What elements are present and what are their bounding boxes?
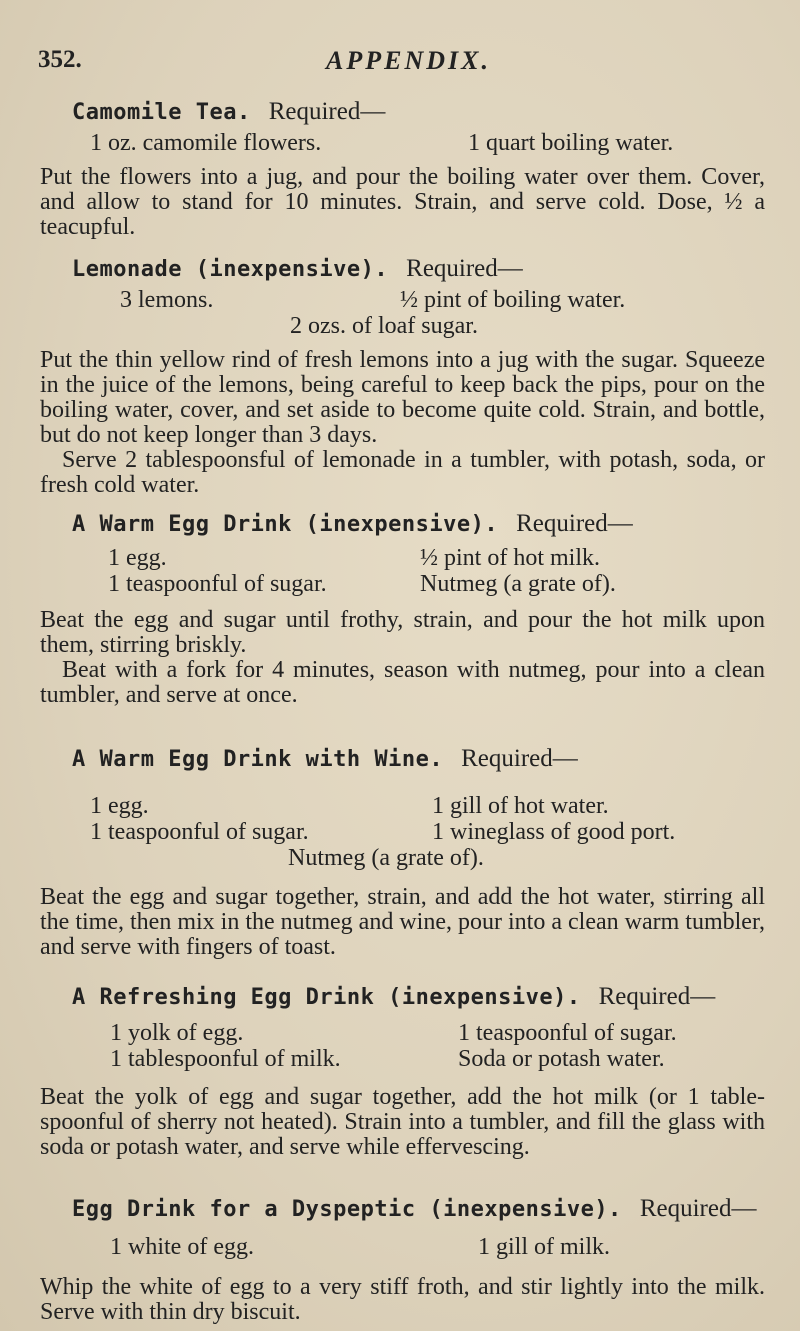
required-label: Required— [268, 98, 386, 125]
required-label: Required— [461, 745, 578, 772]
recipe-method [40, 608, 765, 708]
ingredient: 1 yolk of egg. [110, 1020, 244, 1046]
recipe-method [40, 1275, 765, 1325]
required-label: Required— [516, 510, 633, 537]
method-paragraph: Beat the yolk of egg and sugar together, add the hot milk (or 1 table-spoonful of sherry not heated). Strain into a tumbler, and fill the glass with soda or potash water, and serve while effervescing. [40, 1084, 765, 1160]
ingredient: 1 teaspoonful of sugar. [458, 1020, 677, 1046]
required-label: Required— [406, 255, 523, 282]
recipe-title: A Warm Egg Drink (inexpensive). [72, 512, 499, 537]
ingredient: 1 oz. camomile flowers. [90, 130, 322, 156]
required-label: Required— [598, 983, 716, 1010]
page-header [38, 46, 762, 86]
required-label: Required— [639, 1195, 757, 1222]
recipe-title-line [72, 510, 633, 538]
recipe-title-line [72, 255, 523, 283]
ingredient: 1 gill of milk. [478, 1234, 610, 1260]
ingredient: 1 gill of hot water. [432, 793, 609, 819]
recipe-title-line [72, 1195, 756, 1223]
recipe-method [40, 348, 765, 498]
recipe-title-line [72, 745, 578, 773]
ingredient: ½ pint of boiling water. [400, 287, 626, 313]
method-paragraph: Put the flowers into a jug, and pour the boiling water over them. Cover, and allow to stand for 10 minutes. Strain, and serve cold. Dose, ½ a teacupful. [40, 164, 765, 240]
method-paragraph: Beat the egg and sugar until frothy, strain, and pour the hot milk upon them, stirring briskly. [40, 607, 765, 658]
method-paragraph: Serve 2 tablespoonsful of lemonade in a tumbler, with potash, soda, or fresh cold water. [40, 447, 765, 498]
recipe-title-line [72, 98, 385, 126]
ingredient: 1 teaspoonful of sugar. [108, 571, 327, 597]
ingredient: 1 egg. [108, 545, 167, 571]
ingredient: 1 teaspoonful of sugar. [90, 819, 309, 845]
recipe-title: Camomile Tea. [72, 100, 251, 125]
recipe-title: A Refreshing Egg Drink (inexpensive). [72, 985, 581, 1010]
ingredient: Nutmeg (a grate of). [288, 845, 484, 871]
ingredient: 3 lemons. [120, 287, 214, 313]
page-number: 352. [38, 46, 82, 73]
ingredient: Soda or potash water. [458, 1046, 665, 1072]
ingredient: 1 wineglass of good port. [432, 819, 676, 845]
ingredient: 1 tablespoonful of milk. [110, 1046, 341, 1072]
ingredient: 2 ozs. of loaf sugar. [290, 313, 478, 339]
recipe-title: Egg Drink for a Dyspeptic (inexpensive). [72, 1197, 622, 1222]
ingredient: ½ pint of hot milk. [420, 545, 600, 571]
recipe-method [40, 885, 765, 960]
ingredient: 1 egg. [90, 793, 149, 819]
ingredient: 1 quart boiling water. [468, 130, 674, 156]
running-head: APPENDIX. [326, 46, 491, 75]
recipe-title-line [72, 983, 715, 1011]
recipe-title: A Warm Egg Drink with Wine. [72, 747, 444, 772]
recipe-method [40, 1085, 765, 1160]
method-paragraph: Beat with a fork for 4 minutes, season with nutmeg, pour into a clean tumbler, and serve at once. [40, 657, 765, 708]
recipe-title: Lemonade (inexpensive). [72, 257, 389, 282]
recipe-method [40, 165, 765, 240]
method-paragraph: Whip the white of egg to a very stiff froth, and stir lightly into the milk. Serve with thin dry biscuit. [40, 1274, 765, 1325]
ingredient: 1 white of egg. [110, 1234, 254, 1260]
method-paragraph: Put the thin yellow rind of fresh lemons into a jug with the sugar. Squeeze in the juice of the lemons, being careful to keep back the pips, pour on the boiling water, cover, and set aside to become quite cold. Strain, and bottle, but do not keep longer than 3 days. [40, 347, 765, 448]
method-paragraph: Beat the egg and sugar together, strain, and add the hot water, stirring all the time, then mix in the nutmeg and wine, pour into a clean warm tumbler, and serve with fingers of toast. [40, 884, 765, 960]
ingredient: Nutmeg (a grate of). [420, 571, 616, 597]
